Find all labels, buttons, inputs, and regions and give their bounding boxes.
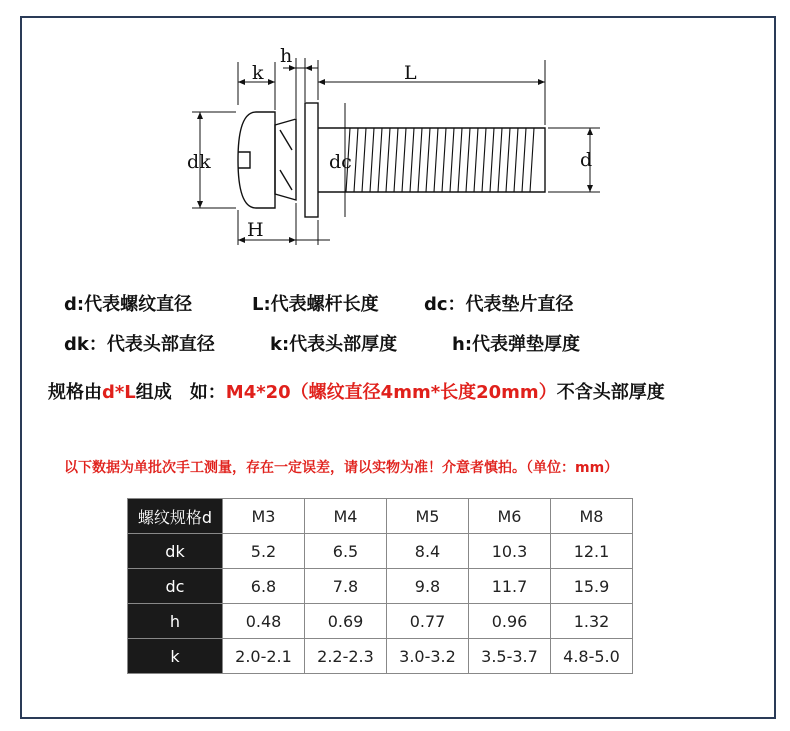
table-cell: 6.8	[223, 569, 305, 604]
thread-line	[458, 128, 462, 192]
table-cell: 7.8	[305, 569, 387, 604]
thread-line	[426, 128, 430, 192]
label-k: k	[252, 62, 264, 84]
table-col-header: M8	[551, 499, 633, 534]
spec-note: 不含头部厚度	[556, 382, 665, 403]
row-label: dk	[128, 534, 223, 569]
screw-diagram	[0, 0, 790, 290]
measurement-notice: 以下数据为单批次手工测量，存在一定误差，请以实物为准！介意者慎拍。（单位：mm）	[64, 460, 619, 476]
thread-line	[418, 128, 422, 192]
flat-washer	[305, 103, 318, 217]
table-cell: 4.8-5.0	[551, 639, 633, 674]
table-cell: 0.77	[387, 604, 469, 639]
table-cell: 8.4	[387, 534, 469, 569]
thread-line	[490, 128, 494, 192]
thread-line	[362, 128, 366, 192]
table-cell: 1.32	[551, 604, 633, 639]
spec-prefix: 规格由	[48, 382, 102, 403]
table-cell: 5.2	[223, 534, 305, 569]
legend-k: k:代表头部厚度	[270, 334, 398, 355]
legend-d: d:代表螺纹直径	[64, 294, 193, 315]
thread-line	[394, 128, 398, 192]
table-cell: 15.9	[551, 569, 633, 604]
label-dc: dc	[329, 151, 352, 173]
thread-line	[522, 128, 526, 192]
legend-dc: dc：代表垫片直径	[424, 294, 574, 315]
thread-line	[474, 128, 478, 192]
thread-line	[450, 128, 454, 192]
legend-h: h:代表弹垫厚度	[452, 334, 581, 355]
spec-formula: d*L	[102, 382, 136, 403]
row-label: dc	[128, 569, 223, 604]
table-cell: 3.5-3.7	[469, 639, 551, 674]
thread-line	[402, 128, 406, 192]
table-cell: 9.8	[387, 569, 469, 604]
table-header-label: 螺纹规格d	[128, 499, 223, 534]
table-row	[128, 639, 633, 674]
thread-line	[386, 128, 390, 192]
table-col-header: M5	[387, 499, 469, 534]
label-d: d	[580, 149, 593, 171]
label-dk: dk	[187, 151, 211, 173]
table-cell: 2.2-2.3	[305, 639, 387, 674]
table-cell: 2.0-2.1	[223, 639, 305, 674]
row-label: k	[128, 639, 223, 674]
table-cell: 12.1	[551, 534, 633, 569]
table-row	[128, 534, 633, 569]
table-cell: 6.5	[305, 534, 387, 569]
head-slot	[238, 152, 250, 168]
legend-dk: dk：代表头部直径	[64, 334, 215, 355]
legend-L: L:代表螺杆长度	[252, 294, 379, 315]
thread-line	[442, 128, 446, 192]
spring-washer	[275, 119, 296, 200]
thread-line	[410, 128, 414, 192]
table-cell: 0.48	[223, 604, 305, 639]
spec-line	[48, 378, 665, 404]
label-H: H	[247, 219, 264, 241]
thread-line	[530, 128, 534, 192]
table-row	[128, 604, 633, 639]
table-cell: 11.7	[469, 569, 551, 604]
table-cell: 0.69	[305, 604, 387, 639]
thread-line	[506, 128, 510, 192]
spec-example: M4*20（螺纹直径4mm*长度20mm）	[225, 382, 557, 403]
table-col-header: M4	[305, 499, 387, 534]
thread-line	[354, 128, 358, 192]
label-L: L	[404, 62, 417, 84]
thread-line	[514, 128, 518, 192]
table-cell: 3.0-3.2	[387, 639, 469, 674]
thread-line	[498, 128, 502, 192]
thread-line	[434, 128, 438, 192]
table-col-header: M6	[469, 499, 551, 534]
table-cell: 0.96	[469, 604, 551, 639]
table-header-row	[128, 499, 633, 534]
spec-table	[127, 498, 633, 674]
thread-line	[482, 128, 486, 192]
thread-line	[370, 128, 374, 192]
thread-line	[466, 128, 470, 192]
row-label: h	[128, 604, 223, 639]
spec-suffix: 组成 如：	[135, 382, 226, 403]
table-cell: 10.3	[469, 534, 551, 569]
thread-line	[378, 128, 382, 192]
table-col-header: M3	[223, 499, 305, 534]
screw-head	[238, 112, 275, 208]
table-row	[128, 569, 633, 604]
label-h: h	[280, 45, 293, 67]
